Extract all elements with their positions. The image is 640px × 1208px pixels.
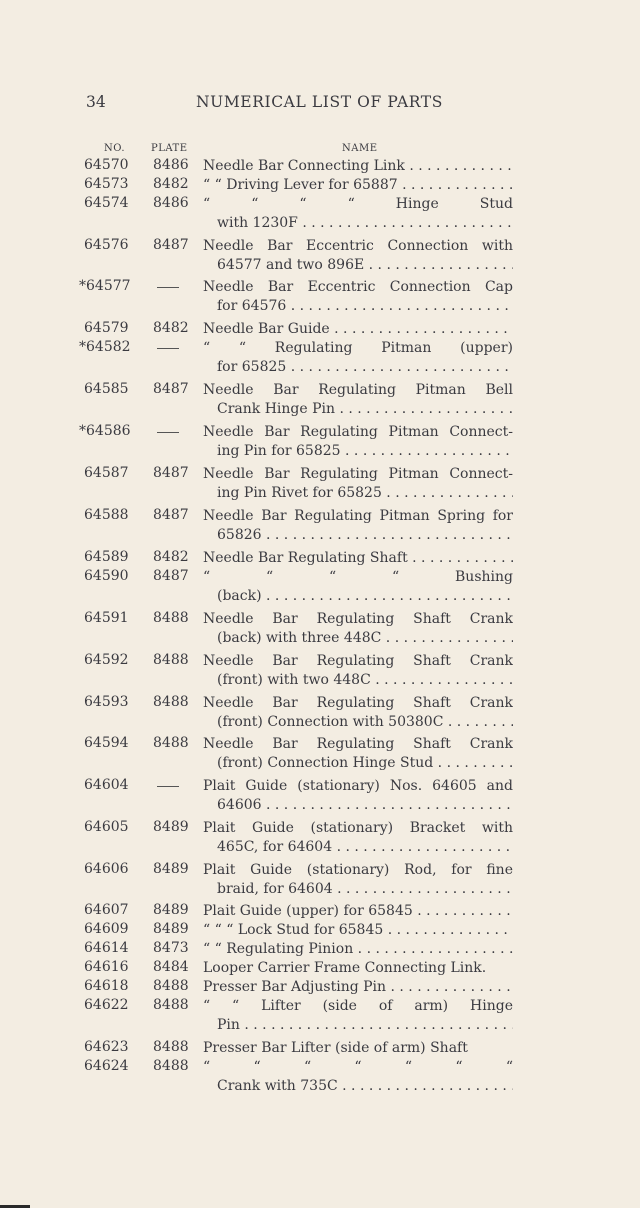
plate-number: 8488 — [153, 652, 189, 668]
part-name-line: for 64576 . . . — [203, 297, 513, 316]
part-name-line: Needle Bar Regulating Pitman Spring for — [203, 508, 513, 524]
page-header — [0, 93, 640, 115]
plate-number: 8482 — [153, 320, 189, 336]
plate-number: 8488 — [153, 1039, 189, 1055]
part-name-line: 64577 and two 896E . . . — [203, 256, 513, 275]
part-name — [203, 694, 513, 732]
plate-number: 8489 — [153, 861, 189, 877]
part-name-line: ing Pin for 65825 . . . — [203, 442, 513, 461]
part-name — [203, 940, 513, 959]
part-name-line: (front) Connection with 50380C . . . — [203, 713, 513, 732]
part-name-line: for 65825 . . . — [203, 358, 513, 377]
part-name-line: (back) with three 448C . . . — [203, 629, 513, 648]
part-name-line: (front) Connection Hinge Stud . . . — [203, 754, 513, 773]
plate-number: 8486 — [153, 195, 189, 211]
plate-number: 8473 — [153, 940, 189, 956]
part-name — [203, 465, 513, 503]
part-name — [203, 549, 513, 568]
part-name-line: braid, for 64604 . . . — [203, 880, 513, 899]
part-number: 64624 — [84, 1058, 129, 1074]
part-number: 64588 — [84, 507, 129, 523]
part-name-line: Needle Bar Regulating Pitman Connect- — [203, 466, 513, 482]
part-number: 64616 — [84, 959, 129, 975]
part-name-line: “ “ Driving Lever for 65887 . . . — [203, 176, 513, 195]
part-name-line: Presser Bar Adjusting Pin . . . — [203, 978, 513, 997]
part-name-line: Presser Bar Lifter (side of arm) Shaft — [203, 1040, 468, 1056]
plate-number: 8486 — [153, 157, 189, 173]
part-number: 64605 — [84, 819, 129, 835]
part-number: 64593 — [84, 694, 129, 710]
part-number: 64604 — [84, 777, 129, 793]
part-name-line: (front) with two 448C . . . — [203, 671, 513, 690]
plate-number: 8488 — [153, 610, 189, 626]
part-number: 64573 — [84, 176, 129, 192]
part-name — [203, 735, 513, 773]
part-number: 64574 — [84, 195, 129, 211]
plate-number: 8487 — [153, 237, 189, 253]
part-name — [203, 1058, 513, 1096]
part-name-line: “ “ “ “ Bushing — [203, 569, 513, 585]
part-name-line: 64606 . . . — [203, 796, 513, 815]
part-name-line: Needle Bar Regulating Pitman Bell — [203, 382, 513, 398]
part-name — [203, 978, 513, 997]
part-name — [203, 921, 513, 940]
plate-number: 8484 — [153, 959, 189, 975]
column-header-no: NO. — [104, 143, 126, 154]
part-name-line: Needle Bar Regulating Shaft . . . — [203, 549, 513, 568]
part-number: *64582 — [79, 339, 131, 355]
part-name-line: 65826 . . . — [203, 526, 513, 545]
part-name — [203, 176, 513, 195]
part-number: 64607 — [84, 902, 129, 918]
part-number: 64591 — [84, 610, 129, 626]
plate-number: 8489 — [153, 902, 189, 918]
part-name-line: 465C, for 64604 . . . — [203, 838, 513, 857]
part-number: 64585 — [84, 381, 129, 397]
column-header-name: NAME — [342, 143, 378, 154]
plate-number: 8489 — [153, 819, 189, 835]
part-name-line: Needle Bar Regulating Shaft Crank — [203, 653, 513, 669]
part-name — [203, 381, 513, 419]
plate-number: 8487 — [153, 568, 189, 584]
part-name-line: Plait Guide (stationary) Rod, for fine — [203, 862, 513, 878]
part-name — [203, 1039, 513, 1058]
plate-number: 8482 — [153, 176, 189, 192]
part-name — [203, 959, 513, 978]
part-number: 64609 — [84, 921, 129, 937]
plate-number: 8488 — [153, 997, 189, 1013]
part-number: *64577 — [79, 278, 131, 294]
plate-number: 8489 — [153, 921, 189, 937]
part-name — [203, 777, 513, 815]
part-number: 64614 — [84, 940, 129, 956]
part-number: 64589 — [84, 549, 129, 565]
part-name — [203, 861, 513, 899]
part-name-line: Needle Bar Eccentric Connection Cap — [203, 279, 513, 295]
part-name-line: Needle Bar Connecting Link . . . — [203, 157, 513, 176]
part-name-line: Crank with 735C . . . — [203, 1077, 513, 1096]
plate-number: 8488 — [153, 694, 189, 710]
plate-number: 8487 — [153, 381, 189, 397]
plate-number — [157, 786, 179, 787]
part-number: *64586 — [79, 423, 131, 439]
part-name — [203, 997, 513, 1035]
part-name-line: Plait Guide (upper) for 65845 . . . — [203, 902, 513, 921]
part-name — [203, 819, 513, 857]
part-name — [203, 652, 513, 690]
part-name-line: “ “ Regulating Pinion . . . — [203, 940, 513, 959]
part-name-line: ing Pin Rivet for 65825 . . . — [203, 484, 513, 503]
plate-number — [157, 287, 179, 288]
part-name — [203, 339, 513, 377]
part-name-line: Crank Hinge Pin . . . — [203, 400, 513, 419]
part-name-line: “ “ “ “ Hinge Stud — [203, 196, 513, 212]
part-name-line: Pin . . . — [203, 1016, 513, 1035]
part-name — [203, 237, 513, 275]
plate-number — [157, 348, 179, 349]
plate-number: 8488 — [153, 735, 189, 751]
part-name-line: Needle Bar Eccentric Connection with — [203, 238, 513, 254]
plate-number: 8488 — [153, 978, 189, 994]
part-number: 64570 — [84, 157, 129, 173]
part-name — [203, 278, 513, 316]
part-number: 64594 — [84, 735, 129, 751]
part-name-line: (back) . . . — [203, 587, 513, 606]
part-number: 64579 — [84, 320, 129, 336]
column-header-plate: PLATE — [151, 143, 188, 154]
part-name-line: “ “ “ Lock Stud for 65845 . . . — [203, 921, 513, 940]
part-name-line: “ “ Lifter (side of arm) Hinge — [203, 998, 513, 1014]
part-name-line: with 1230F . . . — [203, 214, 513, 233]
part-name-line: Needle Bar Guide . . . — [203, 320, 513, 339]
page-title: NUMERICAL LIST OF PARTS — [196, 93, 443, 111]
part-name — [203, 568, 513, 606]
part-name — [203, 423, 513, 461]
part-name — [203, 320, 513, 339]
part-number: 64587 — [84, 465, 129, 481]
part-name-line: Needle Bar Regulating Shaft Crank — [203, 695, 513, 711]
part-name — [203, 507, 513, 545]
part-name-line: Looper Carrier Frame Connecting Link. — [203, 960, 487, 976]
part-name — [203, 610, 513, 648]
part-name — [203, 902, 513, 921]
part-name-line: Plait Guide (stationary) Nos. 64605 and — [203, 778, 513, 794]
part-number: 64622 — [84, 997, 129, 1013]
plate-number: 8488 — [153, 1058, 189, 1074]
plate-number — [157, 432, 179, 433]
part-name — [203, 195, 513, 233]
plate-number: 8487 — [153, 507, 189, 523]
part-name-line: Needle Bar Regulating Shaft Crank — [203, 736, 513, 752]
part-number: 64590 — [84, 568, 129, 584]
page-number: 34 — [86, 93, 106, 111]
part-name-line: “ “ “ “ “ “ “ — [203, 1059, 513, 1075]
part-number: 64576 — [84, 237, 129, 253]
part-number: 64623 — [84, 1039, 129, 1055]
plate-number: 8487 — [153, 465, 189, 481]
part-name-line: Plait Guide (stationary) Bracket with — [203, 820, 513, 836]
part-name-line: Needle Bar Regulating Pitman Connect- — [203, 424, 513, 440]
part-name-line: “ “ Regulating Pitman (upper) — [203, 340, 513, 356]
part-number: 64592 — [84, 652, 129, 668]
plate-number: 8482 — [153, 549, 189, 565]
part-name-line: Needle Bar Regulating Shaft Crank — [203, 611, 513, 627]
part-name — [203, 157, 513, 176]
part-number: 64606 — [84, 861, 129, 877]
part-number: 64618 — [84, 978, 129, 994]
